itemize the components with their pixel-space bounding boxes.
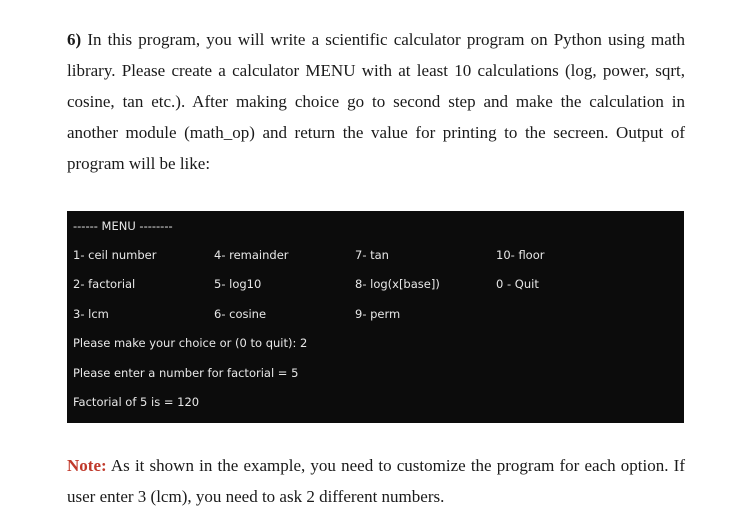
menu-item-ceil: 1- ceil number bbox=[73, 248, 157, 262]
note-paragraph bbox=[67, 450, 685, 512]
menu-item-floor: 10- floor bbox=[496, 248, 545, 262]
prompt-choice: Please make your choice or (0 to quit): 2 bbox=[73, 336, 308, 350]
menu-item-perm: 9- perm bbox=[355, 307, 401, 321]
result-line: Factorial of 5 is = 120 bbox=[73, 395, 200, 409]
note-label: Note: bbox=[67, 456, 107, 475]
menu-item-quit: 0 - Quit bbox=[496, 277, 539, 291]
note-text: As it shown in the example, you need to customize the program for each option. If user enter 3 (lcm), you need to ask 2 different numbers. bbox=[67, 456, 685, 506]
menu-item-factorial: 2- factorial bbox=[73, 277, 136, 291]
menu-item-cosine: 6- cosine bbox=[214, 307, 267, 321]
prompt-number: Please enter a number for factorial = 5 bbox=[73, 366, 299, 380]
menu-item-lcm: 3- lcm bbox=[73, 307, 109, 321]
question-number: 6) bbox=[67, 30, 82, 49]
console-output-screenshot bbox=[67, 211, 684, 423]
question-text: In this program, you will write a scientific calculator program on Python using math library. Please create a calculator MENU with at least 10 calculations (log, power, sqrt, cosine, tan etc.). After making choice go to second step and make the calculation in another module (math_op) and return the value for printing to the secreen. Output of program will be like: bbox=[67, 30, 685, 173]
menu-item-tan: 7- tan bbox=[355, 248, 389, 262]
menu-item-log10: 5- log10 bbox=[214, 277, 262, 291]
question-paragraph bbox=[67, 24, 685, 179]
menu-header: ------ MENU -------- bbox=[73, 219, 173, 233]
menu-item-remainder: 4- remainder bbox=[214, 248, 289, 262]
menu-item-logbase: 8- log(x[base]) bbox=[355, 277, 440, 291]
